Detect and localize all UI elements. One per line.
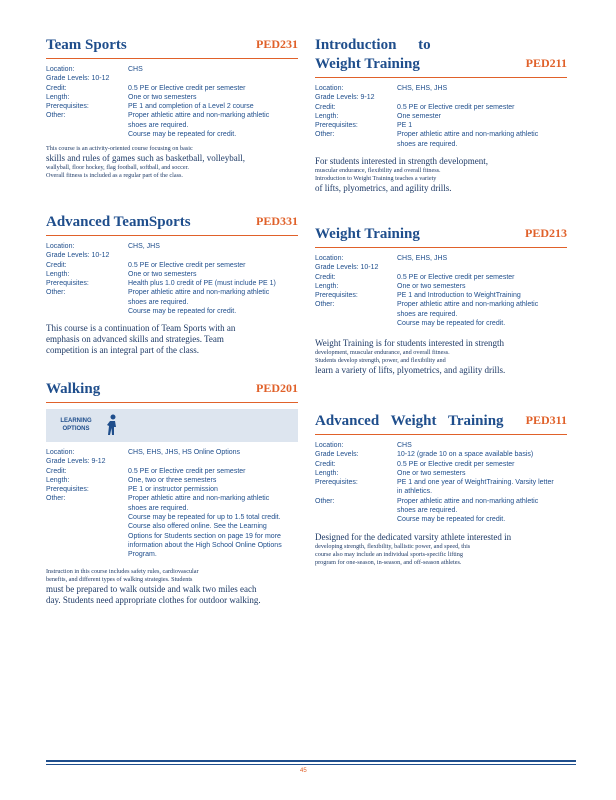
divider	[315, 77, 567, 78]
course-header	[46, 36, 298, 55]
footer-rule	[46, 760, 576, 762]
prereq-label: Prerequisites:	[46, 280, 89, 288]
other-value	[128, 494, 298, 559]
other-label: Other:	[46, 289, 66, 297]
course-description	[46, 145, 298, 180]
prereq-label: Prerequisites:	[315, 122, 358, 130]
grade-label: Grade Levels: 10-12	[46, 75, 110, 83]
other-line: shoes are required.	[128, 121, 189, 129]
course-title-line1: Introduction to	[315, 37, 431, 53]
course-title: Advanced TeamSports	[46, 214, 191, 230]
other-line: Course may be repeated for credit.	[397, 516, 506, 524]
length-value: One or two semesters	[128, 93, 197, 101]
footer-rule-thin	[46, 764, 576, 765]
location-value: CHS, JHS	[128, 243, 160, 250]
desc-line: Instruction in this course includes safety rules, cardiovascular	[46, 567, 199, 575]
location-label: Location:	[315, 85, 344, 92]
length-label: Length:	[46, 270, 70, 278]
learning-options-banner	[46, 409, 298, 442]
desc-line: competition is an integral part of the class.	[46, 345, 199, 356]
length-label: Length:	[46, 93, 70, 101]
course-description	[315, 156, 567, 194]
prereq-label: Prerequisites:	[315, 292, 358, 300]
credit-value: 0.5 PE or Elective credit per semester	[128, 467, 246, 475]
prereq-value: PE 1 and Introduction to WeightTraining	[397, 292, 521, 300]
other-line: Proper athletic attire and non-marking athletic	[397, 301, 539, 309]
desc-line: Designed for the dedicated varsity athlete interested in	[315, 531, 512, 542]
course-code: PED211	[525, 56, 567, 70]
credit-value: 0.5 PE or Elective credit per semester	[128, 84, 246, 92]
other-line: Proper athletic attire and non-marking athletic	[397, 131, 539, 139]
desc-line: day. Students need appropriate clothes for outdoor walking.	[46, 594, 261, 605]
course-title: Walking	[46, 381, 101, 397]
desc-line: Introduction to Weight Training teaches a variety	[315, 175, 437, 183]
course-description	[46, 568, 298, 584]
other-line: Options for Students section on page 19 for more	[128, 532, 281, 540]
location-label: Location:	[315, 255, 344, 262]
course-details	[46, 242, 298, 316]
location-label: Location:	[46, 449, 75, 456]
course-weight-training	[315, 225, 567, 376]
divider	[46, 58, 298, 59]
other-line: Course may be repeated for credit.	[128, 308, 237, 316]
learning-options-label: LEARNING OPTIONS	[60, 418, 92, 432]
desc-line: developing strength, flexibility, ballistic power, and speed, this	[315, 542, 471, 550]
length-value: One, two or three semesters	[128, 476, 217, 484]
desc-line: must be prepared to walk outside and walk two miles each	[46, 583, 257, 594]
credit-label: Credit:	[46, 261, 67, 269]
course-intro-weight-training	[315, 36, 567, 194]
other-value	[128, 111, 298, 139]
desc-line: skills and rules of games such as basketball, volleyball,	[46, 153, 245, 164]
other-label: Other:	[315, 131, 335, 139]
desc-line: For students interested in strength development,	[315, 156, 488, 167]
course-description	[46, 323, 298, 356]
course-header	[315, 225, 567, 244]
prereq-value: PE 1 or instructor permission	[128, 486, 218, 494]
course-code: PED231	[256, 37, 298, 51]
desc-line: muscular endurance, flexibility and overall fitness.	[315, 167, 441, 175]
course-title: Advanced Weight Training	[315, 413, 504, 429]
credit-label: Credit:	[46, 467, 67, 475]
other-line: Program.	[128, 551, 157, 559]
prereq-label: Prerequisites:	[46, 103, 89, 111]
desc-line: This course is a continuation of Team Sports with an	[46, 323, 236, 334]
grade-label: Grade Levels: 10-12	[46, 252, 110, 260]
prereq-line: PE 1 and one year of WeightTraining. Varsity letter	[397, 479, 554, 487]
location-value: CHS, EHS, JHS, HS Online Options	[128, 449, 241, 456]
desc-line: Overall fitness is included as a regular part of the class.	[46, 172, 183, 180]
credit-label: Credit:	[315, 460, 336, 468]
divider	[46, 235, 298, 236]
course-code: PED331	[256, 214, 298, 228]
other-value	[397, 130, 567, 149]
course-walking	[46, 380, 298, 606]
desc-line: course also may include an individual sports-specific lifting	[315, 550, 463, 558]
grade-value: 10-12 (grade 10 on a space available basis)	[397, 451, 534, 459]
grade-label: Grade Levels: 9-12	[315, 94, 375, 102]
course-details	[46, 65, 298, 139]
credit-value: 0.5 PE or Elective credit per semester	[128, 261, 246, 269]
course-details	[46, 448, 298, 560]
other-line: Proper athletic attire and non-marking athletic	[128, 112, 270, 120]
desc-line: program for one-season, in-season, and off-season athletes.	[315, 558, 462, 566]
course-advanced-team-sports	[46, 213, 298, 356]
length-label: Length:	[315, 282, 339, 290]
other-line: shoes are required.	[397, 310, 458, 318]
other-value	[397, 497, 567, 525]
length-label: Length:	[315, 469, 339, 477]
course-code: PED213	[525, 226, 567, 240]
other-line: Proper athletic attire and non-marking athletic	[397, 497, 539, 505]
prereq-value	[397, 478, 567, 497]
divider	[46, 402, 298, 403]
location-value: CHS, EHS, JHS	[397, 85, 448, 92]
course-description	[315, 532, 567, 567]
location-label: Location:	[46, 66, 75, 73]
location-value: CHS	[397, 442, 412, 449]
other-value	[397, 300, 567, 328]
other-label: Other:	[46, 112, 66, 120]
location-value: CHS	[128, 66, 143, 73]
walking-person-icon	[104, 414, 120, 436]
length-value: One semester	[397, 112, 441, 120]
other-line: Course also offered online. See the Learning	[128, 523, 267, 531]
other-line: shoes are required.	[397, 140, 458, 148]
desc-line: Students develop strength, power, and flexibility and	[315, 357, 446, 365]
prereq-value: PE 1 and completion of a Level 2 course	[128, 103, 254, 111]
credit-label: Credit:	[46, 84, 67, 92]
other-label: Other:	[46, 495, 66, 503]
course-code: PED311	[525, 413, 567, 427]
desc-line: This course is an activity-oriented course focusing on basic	[46, 145, 193, 153]
other-line: Proper athletic attire and non-marking athletic	[128, 495, 270, 503]
course-header	[315, 412, 567, 431]
other-line: Course may be repeated for credit.	[397, 320, 506, 328]
other-line: Course may be repeated for credit.	[128, 131, 237, 139]
grade-label: Grade Levels:	[315, 451, 359, 459]
other-line: Course may be repeated for up to 1.5 total credit.	[128, 514, 281, 522]
length-value: One or two semesters	[397, 282, 466, 290]
length-label: Length:	[315, 112, 339, 120]
course-team-sports	[46, 36, 298, 180]
credit-label: Credit:	[315, 273, 336, 281]
course-header	[315, 36, 567, 74]
credit-value: 0.5 PE or Elective credit per semester	[397, 460, 515, 468]
course-details	[315, 254, 567, 328]
desc-line: wallyball, floor hockey, flag football, softball, and soccer.	[46, 164, 189, 172]
other-line: shoes are required.	[128, 504, 189, 512]
course-title-line2: Weight Training	[315, 56, 420, 72]
other-label: Other:	[315, 497, 335, 505]
desc-line: development, muscular endurance, and overall fitness.	[315, 349, 450, 357]
prereq-label: Prerequisites:	[46, 486, 89, 494]
course-advanced-weight-training	[315, 412, 567, 567]
course-header	[46, 213, 298, 232]
prereq-line: in athletics.	[397, 488, 433, 496]
other-line: Proper athletic attire and non-marking athletic	[128, 289, 270, 297]
desc-line: Weight Training is for students interested in strength	[315, 338, 505, 349]
desc-line: emphasis on advanced skills and strategies. Team	[46, 334, 224, 345]
credit-value: 0.5 PE or Elective credit per semester	[397, 273, 515, 281]
course-code: PED201	[256, 381, 298, 395]
course-details	[315, 84, 567, 149]
prereq-label: Prerequisites:	[315, 479, 358, 487]
course-description	[315, 338, 567, 376]
location-label: Location:	[315, 442, 344, 449]
prereq-value: Health plus 1.0 credit of PE (must include PE 1)	[128, 280, 276, 288]
grade-label: Grade Levels: 10-12	[315, 264, 379, 272]
course-title: Team Sports	[46, 37, 127, 53]
other-value	[128, 288, 298, 316]
location-value: CHS, EHS, JHS	[397, 255, 448, 262]
other-line: shoes are required.	[128, 298, 189, 306]
length-value: One or two semesters	[128, 270, 197, 278]
prereq-value: PE 1	[397, 122, 413, 130]
length-label: Length:	[46, 476, 70, 484]
other-label: Other:	[315, 301, 335, 309]
course-title: Weight Training	[315, 226, 420, 242]
page-number: 45	[300, 768, 307, 774]
divider	[315, 247, 567, 248]
course-description-continued	[46, 584, 298, 606]
credit-value: 0.5 PE or Elective credit per semester	[397, 103, 515, 111]
length-value: One or two semesters	[397, 469, 466, 477]
location-label: Location:	[46, 243, 75, 250]
divider	[315, 434, 567, 435]
course-details	[315, 441, 567, 525]
credit-label: Credit:	[315, 103, 336, 111]
grade-label: Grade Levels: 9-12	[46, 458, 106, 466]
desc-line: benefits, and different types of walking strategies. Students	[46, 575, 193, 583]
course-header	[46, 380, 298, 399]
desc-line: of lifts, plyometrics, and agility drills.	[315, 183, 452, 194]
other-line: shoes are required.	[397, 507, 458, 515]
desc-line: learn a variety of lifts, plyometrics, and agility drills.	[315, 365, 506, 376]
other-line: information about the High School Online Options	[128, 541, 282, 549]
